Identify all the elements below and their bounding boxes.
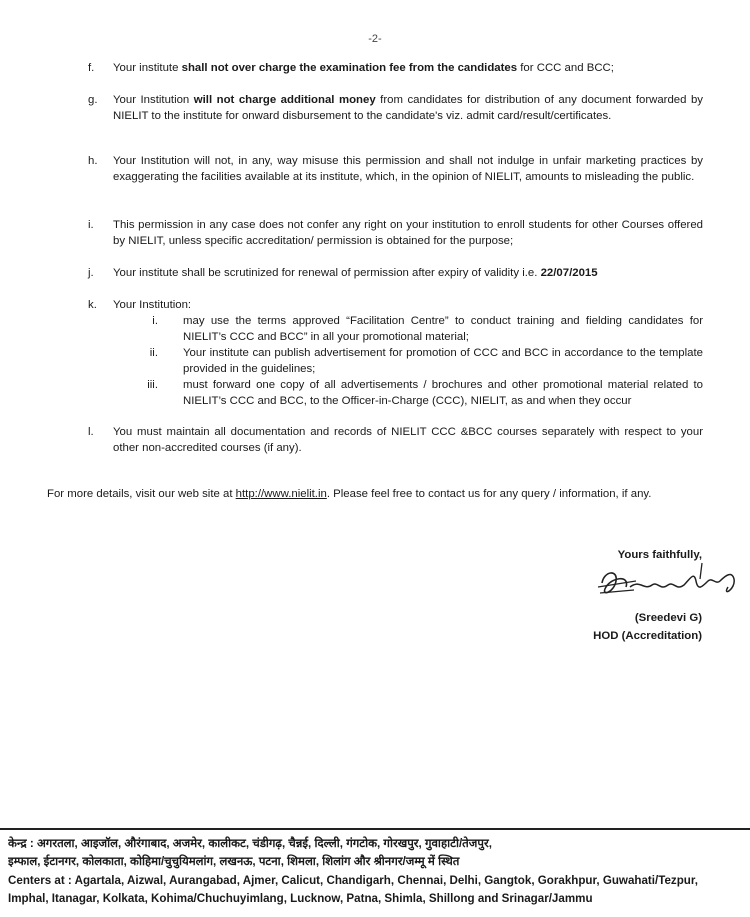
more-details-text: . Please feel free to contact us for any query / information, if any. <box>326 488 652 500</box>
subclause-text: may use the terms approved “Facilitation Centre” to conduct training and fielding candidates for NIELIT’s CCC and BCC” in all your promotional material; <box>183 315 703 343</box>
handwritten-signature <box>590 557 750 617</box>
subclause-number: i. <box>152 315 158 327</box>
clause-bold-text: shall not over charge the examination fee from the candidates <box>181 62 518 74</box>
subclause-iii <box>147 377 703 409</box>
subclause-text: must forward one copy of all advertisements / brochures and other promotional material related to NIELIT’s CCC and BCC, to the Officer-in-Charge (CCC), NIELIT, as and when they occur <box>183 379 703 407</box>
subclause-number: ii. <box>149 347 158 359</box>
closing-salutation: Yours faithfully, <box>617 549 702 561</box>
signatory-name: (Sreedevi G) <box>634 612 702 624</box>
clause-text: Your Institution: <box>113 299 192 311</box>
clause-f <box>88 60 703 76</box>
footer-hindi-line-1: केन्द्र : अगरतला, आइजॉल, औरंगाबाद, अजमेर, कालीकट, चंडीगढ़, चैन्नई, दिल्ली, गंगटोक, गोरखपुर, गुवाहाटी/तेजपुर, <box>8 837 492 850</box>
clause-text: Your institute shall be scrutinized for renewal of permission after expiry of validity i.e. <box>113 267 541 279</box>
clause-text: Your Institution <box>113 94 194 106</box>
website-link[interactable]: http://www.nielit.in <box>235 488 327 500</box>
clause-g <box>88 92 703 124</box>
clause-text: Your institute <box>113 62 182 74</box>
subclause-text: Your institute can publish advertisement for promotion of CCC and BCC in accordance to the template provided in the guidelines; <box>183 347 703 375</box>
clause-text: You must maintain all documentation and records of NIELIT CCC &BCC courses separately with respect to your other non-accredited courses (if any). <box>113 426 703 454</box>
footer-centers-line-1: Centers at : Agartala, Aizwal, Aurangabad, Ajmer, Calicut, Chandigarh, Chennai, Delhi, Gangtok, Gorakhpur, Guwahati/Tezpur, <box>8 874 698 887</box>
clause-letter: j. <box>88 267 94 279</box>
subclause-number: iii. <box>147 379 158 391</box>
clause-letter: l. <box>88 426 94 438</box>
clause-j <box>88 265 703 281</box>
clause-text: for CCC and BCC; <box>517 62 614 74</box>
clause-letter: f. <box>88 62 95 74</box>
clause-i <box>88 217 703 249</box>
clause-letter: k. <box>88 299 97 311</box>
footer-divider <box>0 828 750 830</box>
clause-h <box>88 153 703 185</box>
more-details <box>47 486 727 502</box>
clause-letter: g. <box>88 94 98 106</box>
footer-centers-line-2: Imphal, Itanagar, Kolkata, Kohima/Chuchuyimlang, Lucknow, Patna, Shimla, Shillong and Srinagar/Jammu <box>8 892 593 905</box>
page-number: -2- <box>368 33 382 45</box>
signatory-title: HOD (Accreditation) <box>593 630 702 642</box>
more-details-text: For more details, visit our web site at <box>47 488 236 500</box>
subclause-i <box>152 313 703 345</box>
clause-l <box>88 424 703 456</box>
validity-date: 22/07/2015 <box>540 267 598 279</box>
clause-k <box>88 297 703 313</box>
subclause-ii <box>149 345 703 377</box>
clause-text: from candidates for distribution of any document forwarded by NIELIT to the institute for onward disbursement to the candidate's viz. admit card/result/certificates. <box>113 94 703 122</box>
clause-letter: h. <box>88 155 98 167</box>
clause-text: Your Institution will not, in any, way misuse this permission and shall not indulge in unfair marketing practices by exaggerating the facilities available at its institute, which, in the opinion of NIELIT, amounts to misleading the public. <box>113 155 703 183</box>
clause-letter: i. <box>88 219 94 231</box>
footer <box>0 828 750 917</box>
clause-text: This permission in any case does not confer any right on your institution to enroll students for other Courses offered by NIELIT, unless specific accreditation/ permission is obtained for the purpose; <box>113 219 703 247</box>
clause-bold-text: will not charge additional money <box>193 94 376 106</box>
footer-hindi-line-2: इम्फाल, ईटानगर, कोलकाता, कोहिमा/चुचुयिमलांग, लखनऊ, पटना, शिमला, शिलांग और श्रीनगर/जम्मू में स्थित <box>8 855 460 868</box>
